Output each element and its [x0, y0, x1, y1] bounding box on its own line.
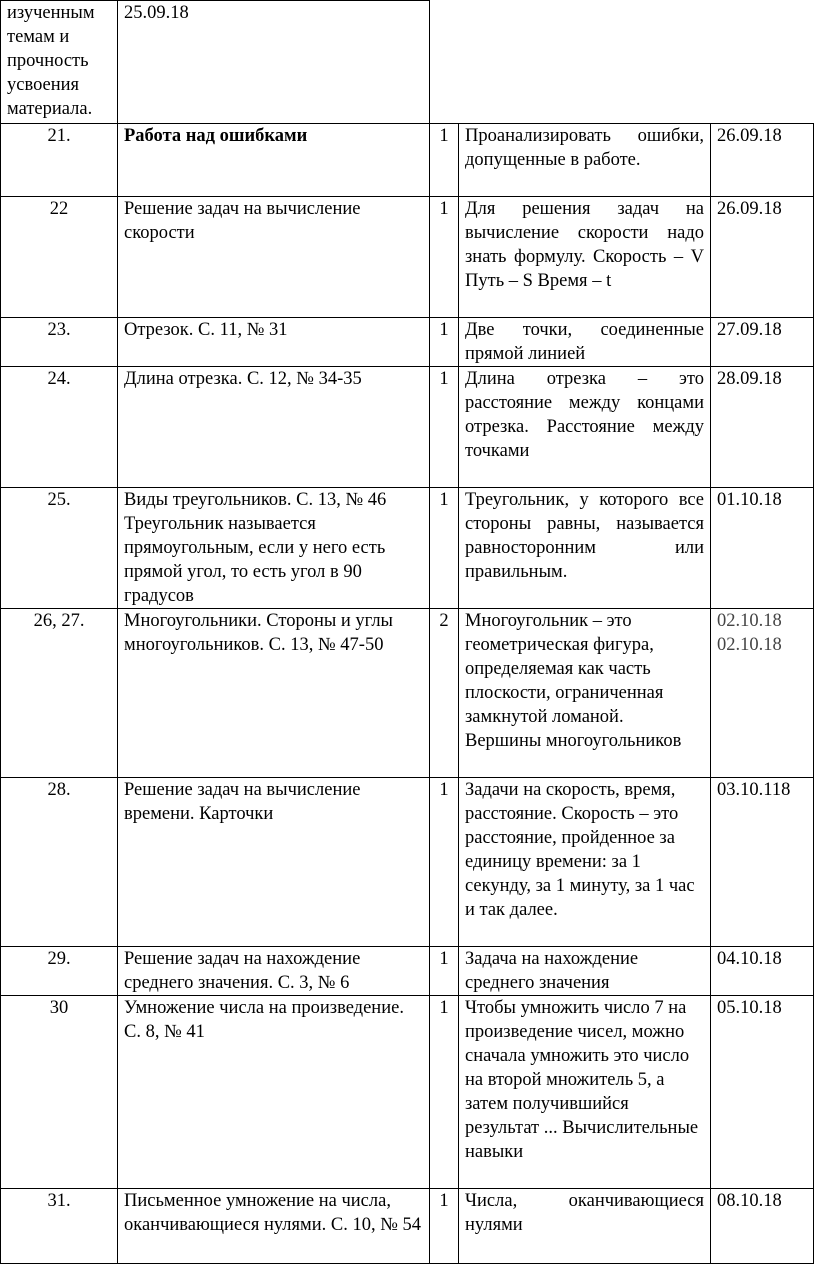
lesson-number: 29. [1, 947, 118, 996]
previous-row-text-line: изученным [7, 3, 95, 23]
lesson-number: 21. [1, 124, 118, 197]
lesson-description: Длина отрезка – это расстояние между концами отрезка. Расстояние между точками [459, 367, 711, 488]
table-row [1, 367, 814, 488]
lesson-hours: 1 [430, 947, 459, 996]
lesson-topic: Отрезок. С. 11, № 31 [118, 318, 430, 367]
table-row [1, 318, 814, 367]
lesson-number: 23. [1, 318, 118, 367]
previous-row-text-line: темам и [7, 27, 70, 47]
lesson-date: 02.10.18 [717, 635, 782, 655]
lesson-hours: 1 [430, 1189, 459, 1264]
lesson-date: 27.09.18 [711, 318, 814, 367]
lesson-number: 28. [1, 778, 118, 947]
lesson-hours: 1 [430, 996, 459, 1189]
table-row [1, 778, 814, 947]
table-row [1, 488, 814, 609]
lesson-date: 03.10.118 [711, 778, 814, 947]
lesson-topic: Решение задач на нахождение среднего значения. С. 3, № 6 [118, 947, 430, 996]
lesson-date: 26.09.18 [711, 197, 814, 318]
lesson-hours: 2 [430, 609, 459, 778]
lesson-topic: Многоугольники. Стороны и углы многоугольников. С. 13, № 47-50 [118, 609, 430, 778]
lesson-description: Треугольник, у которого все стороны равны, называется равносторонним или правильным. [459, 488, 711, 609]
lesson-description: Для решения задач на вычисление скорости надо знать формулу. Скорость – V Путь – S Время – t [459, 197, 711, 318]
table-row [1, 197, 814, 318]
lesson-date: 01.10.18 [711, 488, 814, 609]
lesson-date: 28.09.18 [711, 367, 814, 488]
lesson-date: 04.10.18 [711, 947, 814, 996]
lesson-description: Две точки, соединенные прямой линией [459, 318, 711, 367]
lesson-number: 31. [1, 1189, 118, 1264]
table-row [1, 996, 814, 1189]
lesson-hours: 1 [430, 197, 459, 318]
lesson-date: 08.10.18 [711, 1189, 814, 1264]
previous-row-date: 25.09.18 [118, 1, 430, 124]
previous-row-text [1, 1, 118, 124]
table-row [1, 947, 814, 996]
lesson-description: Чтобы умножить число 7 на произведение чисел, можно сначала умножить это число на второй множитель 5, а затем получившийся результат ... Вычислительные навыки [459, 996, 711, 1189]
lesson-number: 26, 27. [1, 609, 118, 778]
lesson-description: Задачи на скорость, время, расстояние. Скорость – это расстояние, пройденное за единицу времени: за 1 секунду, за 1 минуту, за 1 час и так далее. [459, 778, 711, 947]
lesson-date: 26.09.18 [711, 124, 814, 197]
lesson-date: 02.10.18 [717, 611, 782, 631]
table-row [1, 609, 814, 778]
lesson-description: Многоугольник – это геометрическая фигура, определяемая как часть плоскости, ограниченная замкнутой ломаной. Вершины многоугольников [459, 609, 711, 778]
lesson-hours: 1 [430, 318, 459, 367]
lesson-topic: Виды треугольников. С. 13, № 46 Треугольник называется прямоугольным, если у него есть прямой угол, то есть угол в 90 градусов [118, 488, 430, 609]
previous-row-text-line: материала. [7, 99, 93, 119]
lesson-topic: Решение задач на вычисление времени. Карточки [118, 778, 430, 947]
lesson-number: 30 [1, 996, 118, 1189]
lesson-topic: Длина отрезка. С. 12, № 34-35 [118, 367, 430, 488]
previous-row-text-line: прочность [7, 51, 89, 71]
table-row [1, 1189, 814, 1264]
lesson-description: Числа, оканчивающиеся нулями [459, 1189, 711, 1264]
lesson-number: 25. [1, 488, 118, 609]
lesson-description: Проанализировать ошибки, допущенные в работе. [459, 124, 711, 197]
lesson-hours: 1 [430, 778, 459, 947]
lesson-hours: 1 [430, 367, 459, 488]
lesson-topic: Умножение числа на произведение. С. 8, № 41 [118, 996, 430, 1189]
table-row [1, 124, 814, 197]
previous-row-text-line: усвоения [7, 75, 80, 95]
lesson-hours: 1 [430, 488, 459, 609]
lesson-topic: Письменное умножение на числа, оканчивающиеся нулями. С. 10, № 54 [118, 1189, 430, 1264]
table-row-continuation [1, 1, 814, 124]
lesson-topic: Решение задач на вычисление скорости [118, 197, 430, 318]
lesson-date: 05.10.18 [711, 996, 814, 1189]
lesson-number: 24. [1, 367, 118, 488]
lesson-topic: Работа над ошибками [118, 124, 430, 197]
empty-area [430, 1, 814, 124]
lesson-hours: 1 [430, 124, 459, 197]
lesson-number: 22 [1, 197, 118, 318]
lesson-dates [711, 609, 814, 778]
lesson-description: Задача на нахождение среднего значения [459, 947, 711, 996]
